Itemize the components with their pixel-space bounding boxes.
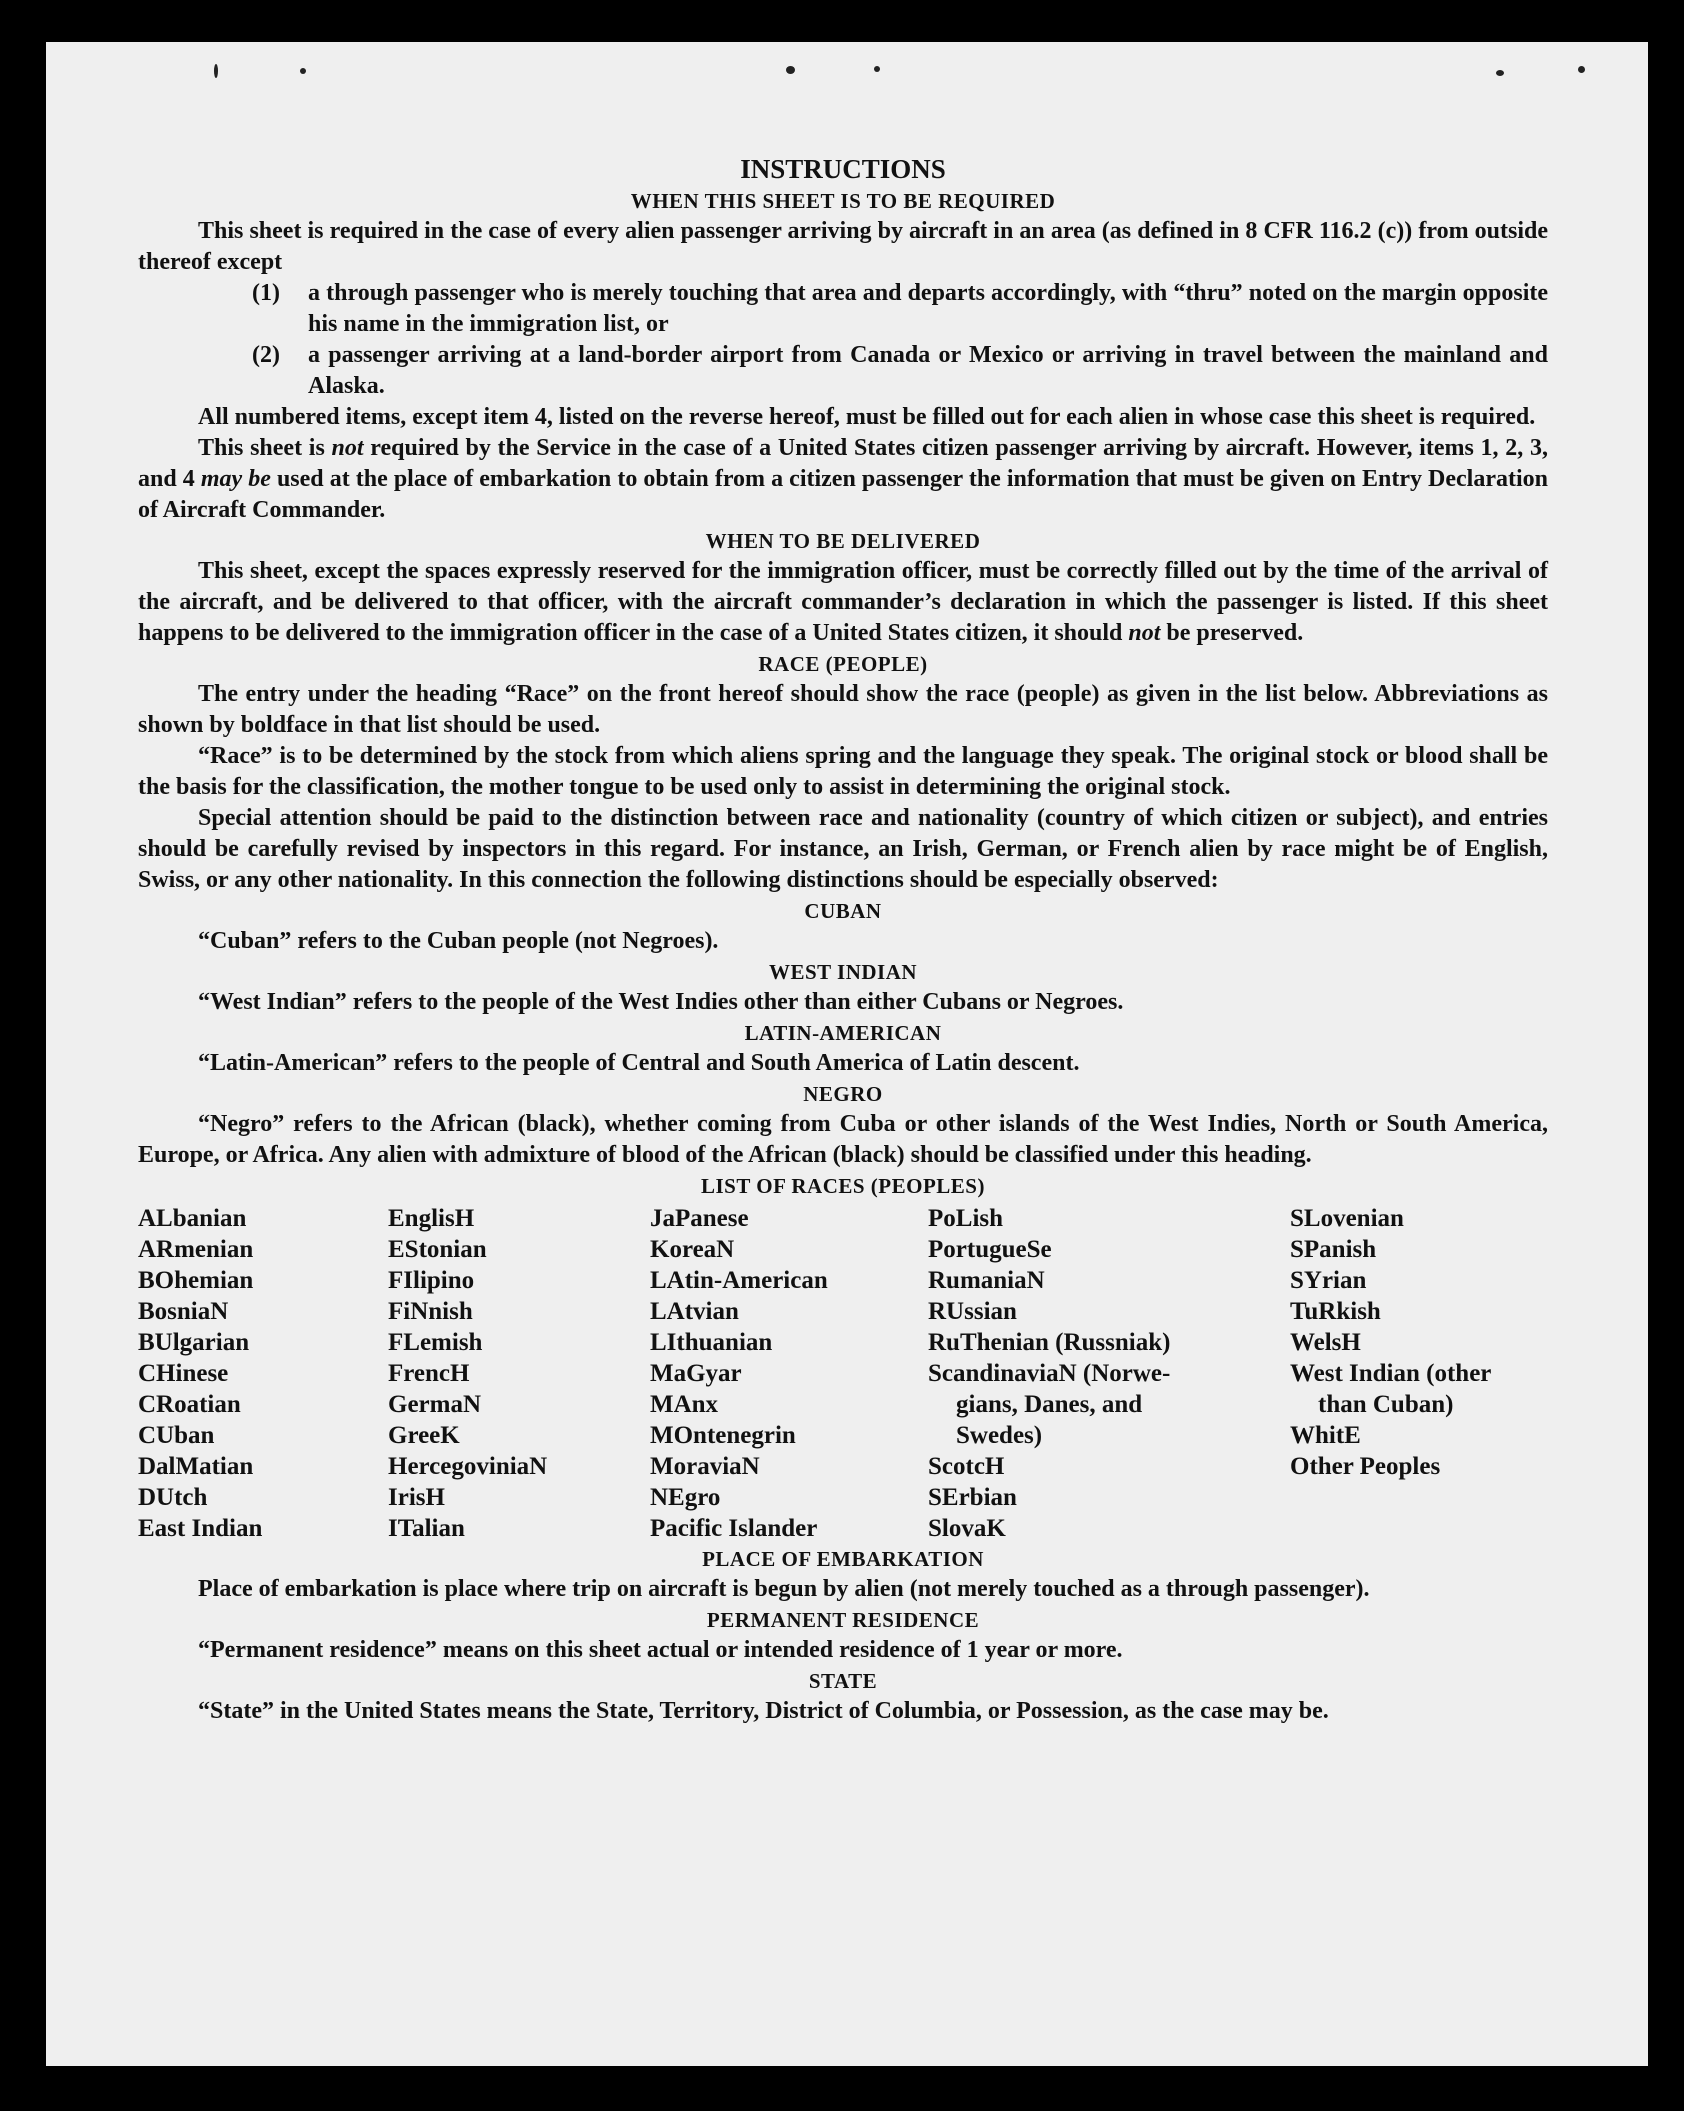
race-entry: SPanish <box>1290 1236 1377 1263</box>
exception-item <box>252 278 1548 340</box>
section-heading-place-of-embarkation: PLACE OF EMBARKATION <box>702 1547 984 1571</box>
race-entry: DalMatian <box>138 1453 254 1480</box>
document-page <box>46 42 1648 2066</box>
race-entry: PortugueSe <box>928 1236 1052 1263</box>
item-text: a through passenger who is merely touching that area and departs accordingly, with “thru” noted on the margin opposite his name in the immigration list, or <box>308 280 1548 337</box>
race-entry: BOhemian <box>138 1267 254 1294</box>
race-entry: PoLish <box>928 1205 1004 1232</box>
race-entry: LAtin-American <box>650 1267 828 1294</box>
paragraph: “Latin-American” refers to the people of Central and South America of Latin descent. <box>198 1050 1080 1076</box>
race-entry: RuThenian (Russniak) <box>928 1329 1171 1356</box>
paragraph: “Cuban” refers to the Cuban people (not Negroes). <box>198 928 719 954</box>
scan-speck <box>874 66 880 72</box>
paragraph: All numbered items, except item 4, listed on the reverse hereof, must be filled out for each alien in whose case this sheet is required. <box>198 404 1536 430</box>
paragraph: Place of embarkation is place where trip on aircraft is begun by alien (not merely touched as a through passenger). <box>198 1576 1370 1602</box>
race-entry: RUssian <box>928 1298 1017 1325</box>
race-entry: CHinese <box>138 1360 229 1387</box>
race-entry: IrisH <box>388 1484 445 1511</box>
scan-speck <box>786 66 795 74</box>
races-column <box>1290 1203 1548 1544</box>
race-entry: MAnx <box>650 1391 719 1418</box>
race-entry: ALbanian <box>138 1205 247 1232</box>
race-entry: Other Peoples <box>1290 1453 1441 1480</box>
exception-item <box>252 340 1548 402</box>
race-entry: gians, Danes, and <box>956 1391 1143 1418</box>
race-entry: ARmenian <box>138 1236 254 1263</box>
race-entry: KoreaN <box>650 1236 735 1263</box>
races-column <box>650 1203 928 1544</box>
paragraph: Special attention should be paid to the distinction between race and nationality (country of which citizen or subject), and entries should be carefully revised by inspectors in this regard. For instance, an Irish, German, or French alien by race might be of English, Swiss, or any other nationality. In this connection the following distinctions should be especially observed: <box>138 805 1548 893</box>
races-column <box>138 1203 388 1544</box>
item-text: a passenger arriving at a land-border airport from Canada or Mexico or arriving in travel between the mainland and Alaska. <box>308 342 1548 399</box>
scan-speck <box>1578 66 1585 73</box>
race-entry: JaPanese <box>650 1205 749 1232</box>
section-heading-permanent-residence: PERMANENT RESIDENCE <box>706 1608 980 1632</box>
race-entry: SErbian <box>928 1484 1017 1511</box>
race-entry: FiNnish <box>388 1298 473 1325</box>
paragraph: “State” in the United States means the State, Territory, District of Columbia, or Possession, as the case may be. <box>198 1698 1329 1724</box>
paragraph: The entry under the heading “Race” on the front hereof should show the race (people) as given in the list below. Abbreviations as shown by boldface in that list should be used. <box>138 681 1548 738</box>
section-heading-latin-american: LATIN-AMERICAN <box>744 1021 942 1045</box>
race-entry: SYrian <box>1290 1267 1367 1294</box>
race-entry: RumaniaN <box>928 1267 1045 1294</box>
race-entry: SLovenian <box>1290 1205 1404 1232</box>
item-number: (1) <box>252 280 280 306</box>
race-entry: FIlipino <box>388 1267 475 1294</box>
race-entry: GermaN <box>388 1391 482 1418</box>
race-entry: Pacific Islander <box>650 1515 818 1542</box>
race-entry: BUlgarian <box>138 1329 250 1356</box>
race-entry: than Cuban) <box>1318 1391 1454 1418</box>
races-column <box>928 1203 1290 1544</box>
scan-speck <box>1496 70 1504 76</box>
race-entry: BosniaN <box>138 1298 229 1325</box>
race-entry: Swedes) <box>956 1422 1043 1449</box>
race-entry: LAtvian <box>650 1298 739 1325</box>
race-entry: WhitE <box>1290 1422 1361 1449</box>
race-entry: West Indian (other <box>1290 1360 1492 1387</box>
race-entry: NEgro <box>650 1484 721 1511</box>
paragraph: “Race” is to be determined by the stock from which aliens spring and the language they speak. The original stock or blood shall be the basis for the classification, the mother tongue to be used only to assist in determining the original stock. <box>138 743 1548 800</box>
race-entry: FrencH <box>388 1360 470 1387</box>
paragraph: “Permanent residence” means on this sheet actual or intended residence of 1 year or more. <box>198 1637 1123 1663</box>
section-heading-state: STATE <box>808 1669 878 1693</box>
race-entry: SlovaK <box>928 1515 1006 1542</box>
paragraph: “Negro” refers to the African (black), whether coming from Cuba or other islands of the West Indies, North or South America, Europe, or Africa. Any alien with admixture of blood of the African (black) should be classified under this heading. <box>138 1111 1548 1168</box>
instructions-text <box>138 152 1548 1727</box>
race-entry: HercegoviniaN <box>388 1453 548 1480</box>
races-column <box>388 1203 650 1544</box>
scan-speck <box>300 68 306 74</box>
race-entry: ScandinaviaN (Norwe- <box>928 1360 1171 1387</box>
race-entry: LIthuanian <box>650 1329 773 1356</box>
race-entry: DUtch <box>138 1484 208 1511</box>
section-heading-when-required: WHEN THIS SHEET IS TO BE REQUIRED <box>630 189 1056 213</box>
race-entry: WelsH <box>1290 1329 1361 1356</box>
section-heading-negro: NEGRO <box>803 1082 883 1106</box>
page-title: INSTRUCTIONS <box>740 154 946 184</box>
race-entry: East Indian <box>138 1515 263 1542</box>
race-entry: CRoatian <box>138 1391 241 1418</box>
paragraph: This sheet is not required by the Service in the case of a United States citizen passenger arriving by aircraft. However, items 1, 2, 3, and 4 may be used at the place of embarkation to obtain from a citizen passenger the information that must be given on Entry Declaration of Aircraft Commander. <box>138 435 1549 523</box>
race-entry: MoraviaN <box>650 1453 760 1480</box>
section-heading-race: RACE (PEOPLE) <box>758 652 928 676</box>
races-list <box>138 1203 1548 1544</box>
race-entry: EnglisH <box>388 1205 475 1232</box>
race-entry: TuRkish <box>1290 1298 1381 1325</box>
race-entry: FLemish <box>388 1329 483 1356</box>
section-heading-list-of-races: LIST OF RACES (PEOPLES) <box>701 1174 985 1198</box>
race-entry: MaGyar <box>650 1360 742 1387</box>
race-entry: GreeK <box>388 1422 460 1449</box>
item-number: (2) <box>252 342 280 368</box>
race-entry: ITalian <box>388 1515 465 1542</box>
section-heading-cuban: CUBAN <box>804 899 882 923</box>
race-entry: ScotcH <box>928 1453 1005 1480</box>
scan-speck <box>214 64 218 78</box>
race-entry: MOntenegrin <box>650 1422 796 1449</box>
section-heading-when-delivered: WHEN TO BE DELIVERED <box>705 529 981 553</box>
race-entry: CUban <box>138 1422 215 1449</box>
paragraph: “West Indian” refers to the people of the West Indies other than either Cubans or Negroes. <box>198 989 1124 1015</box>
paragraph: This sheet, except the spaces expressly reserved for the immigration officer, must be correctly filled out by the time of the arrival of the aircraft, and be delivered to that officer, with the aircraft commander’s declaration in which the passenger is listed. If this sheet happens to be delivered to the immigration officer in the case of a United States citizen, it should not be preserved. <box>138 558 1548 646</box>
race-entry: EStonian <box>388 1236 487 1263</box>
section-heading-west-indian: WEST INDIAN <box>768 960 918 984</box>
paragraph: This sheet is required in the case of every alien passenger arriving by aircraft in an area (as defined in 8 CFR 116.2 (c)) from outside thereof except <box>138 218 1548 275</box>
